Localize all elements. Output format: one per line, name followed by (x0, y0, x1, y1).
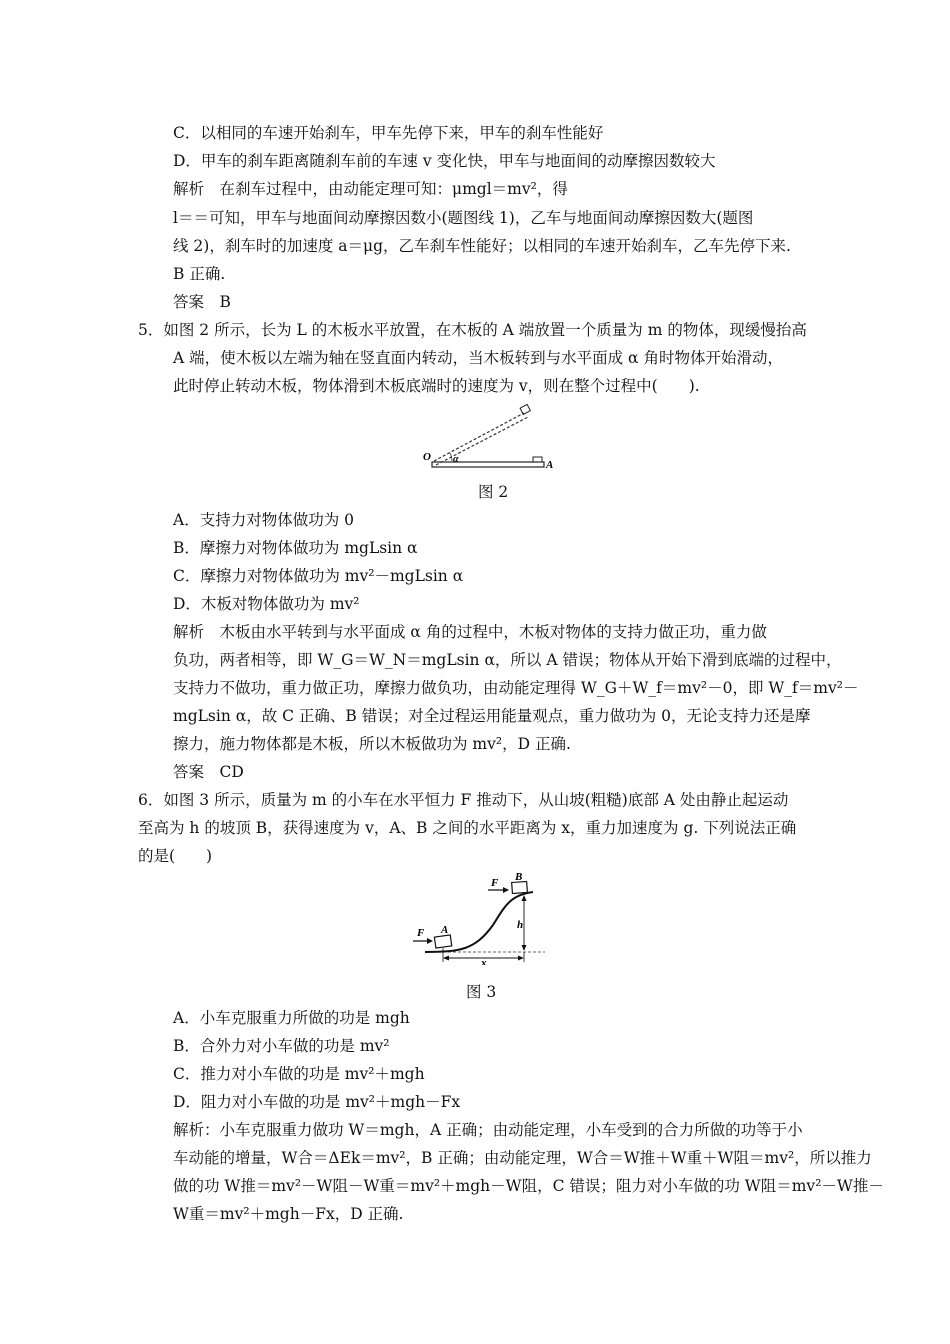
q6-option-b: B．合外力对小车做的功是 mv² (173, 1037, 390, 1055)
figure-2-label-alpha: α (453, 454, 459, 465)
q6-stem-line-3: 的是( ) (138, 847, 213, 865)
q5-option-c: C．摩擦力对物体做功为 mv²－mgLsin α (173, 567, 464, 585)
q5-answer: 答案 CD (173, 763, 244, 781)
figure-3-label-b: B (515, 871, 523, 883)
q5-option-b: B．摩擦力对物体做功为 mgLsin α (173, 539, 418, 557)
q6-analysis-line-4: W重＝mv²＋mgh－Fx，D 正确. (173, 1205, 404, 1223)
q6-analysis-line-2: 车动能的增量，W合＝ΔEk＝mv²，B 正确；由动能定理，W合＝W推＋W重＋W阻＝mv²，所以推力 (173, 1149, 872, 1167)
q5-option-a: A．支持力对物体做功为 0 (173, 511, 354, 529)
figure-3-label-x: x (481, 957, 487, 965)
q5-stem-line-1: 5．如图 2 所示，长为 L 的木板水平放置，在木板的 A 端放置一个质量为 m 的物体，现缓慢抬高 (138, 321, 807, 339)
q4-analysis-line-2: l＝＝可知，甲车与地面间动摩擦因数小(题图线 1)，乙车与地面间动摩擦因数大(题图 (173, 209, 754, 227)
figure-3-label-h: h (517, 919, 524, 931)
q5-stem-line-3: 此时停止转动木板，物体滑到木板底端时的速度为 v，则在整个过程中( ). (173, 377, 700, 395)
figure-2-label-a: A (546, 459, 554, 471)
q5-analysis-line-2: 负功，两者相等，即 W_G＝W_N＝mgLsin α，所以 A 错误；物体从开始下滑到底端的过程中， (173, 651, 842, 669)
figure-2-label-o: O (423, 451, 431, 463)
figure-2-caption: 图 2 (478, 483, 509, 501)
q6-analysis-line-1: 解析：小车克服重力做功 W＝mgh，A 正确；由动能定理，小车受到的合力所做的功等于小 (173, 1121, 803, 1139)
q5-analysis-line-1: 解析 木板由水平转到与水平面成 α 角的过程中，木板对物体的支持力做正功，重力做 (173, 623, 767, 641)
q6-option-a: A．小车克服重力所做的功是 mgh (173, 1009, 410, 1027)
q5-analysis-line-5: 擦力，施力物体都是木板，所以木板做功为 mv²，D 正确. (173, 735, 571, 753)
q6-stem-line-2: 至高为 h 的坡顶 B，获得速度为 v，A、B 之间的水平距离为 x，重力加速度为 g. 下列说法正确 (138, 819, 797, 837)
q6-analysis-line-3: 做的功 W推＝mv²－W阻－W重＝mv²＋mgh－W阻，C 错误；阻力对小车做的功 W阻＝mv²－W推－ (173, 1177, 884, 1195)
q4-analysis-line-4: B 正确. (173, 265, 226, 283)
q4-answer: 答案 B (173, 293, 231, 311)
q5-analysis-line-4: mgLsin α，故 C 正确、B 错误；对全过程运用能量观点，重力做功为 0，无论支持力还是摩 (173, 707, 811, 725)
q5-analysis-line-3: 支持力不做功，重力做正功，摩擦力做负功，由动能定理得 W_G＋W_f＝mv²－0，即 W_f＝mv²－ (173, 679, 859, 697)
figure-3-label-f-top: F (491, 877, 499, 889)
q4-option-c: C．以相同的车速开始刹车，甲车先停下来，甲车的刹车性能好 (173, 124, 604, 142)
q5-option-d: D．木板对物体做功为 mv² (173, 595, 360, 613)
q4-analysis-line-1: 解析 在刹车过程中，由动能定理可知：μmgl＝mv²，得 (173, 180, 568, 198)
q4-option-d: D．甲车的刹车距离随刹车前的车速 v 变化快，甲车与地面间的动摩擦因数较大 (173, 152, 716, 170)
q6-option-c: C．推力对小车做的功是 mv²＋mgh (173, 1065, 425, 1083)
q6-stem-line-1: 6．如图 3 所示，质量为 m 的小车在水平恒力 F 推动下，从山坡(粗糙)底部 A 处由静止起运动 (138, 791, 789, 809)
q5-stem-line-2: A 端，使木板以左端为轴在竖直面内转动，当木板转到与水平面成 α 角时物体开始滑动， (173, 349, 783, 367)
figure-3-label-a: A (441, 924, 449, 936)
q4-analysis-line-3: 线 2)，刹车时的加速度 a＝μg，乙车刹车性能好；以相同的车速开始刹车，乙车先停下来. (173, 237, 791, 255)
figure-2-inclined-board (420, 400, 560, 475)
figure-3-caption: 图 3 (466, 983, 497, 1001)
q6-option-d: D．阻力对小车做的功是 mv²＋mgh－Fx (173, 1093, 461, 1111)
figure-3-label-f-bottom: F (417, 927, 425, 939)
figure-3-slope-cart (405, 870, 550, 965)
